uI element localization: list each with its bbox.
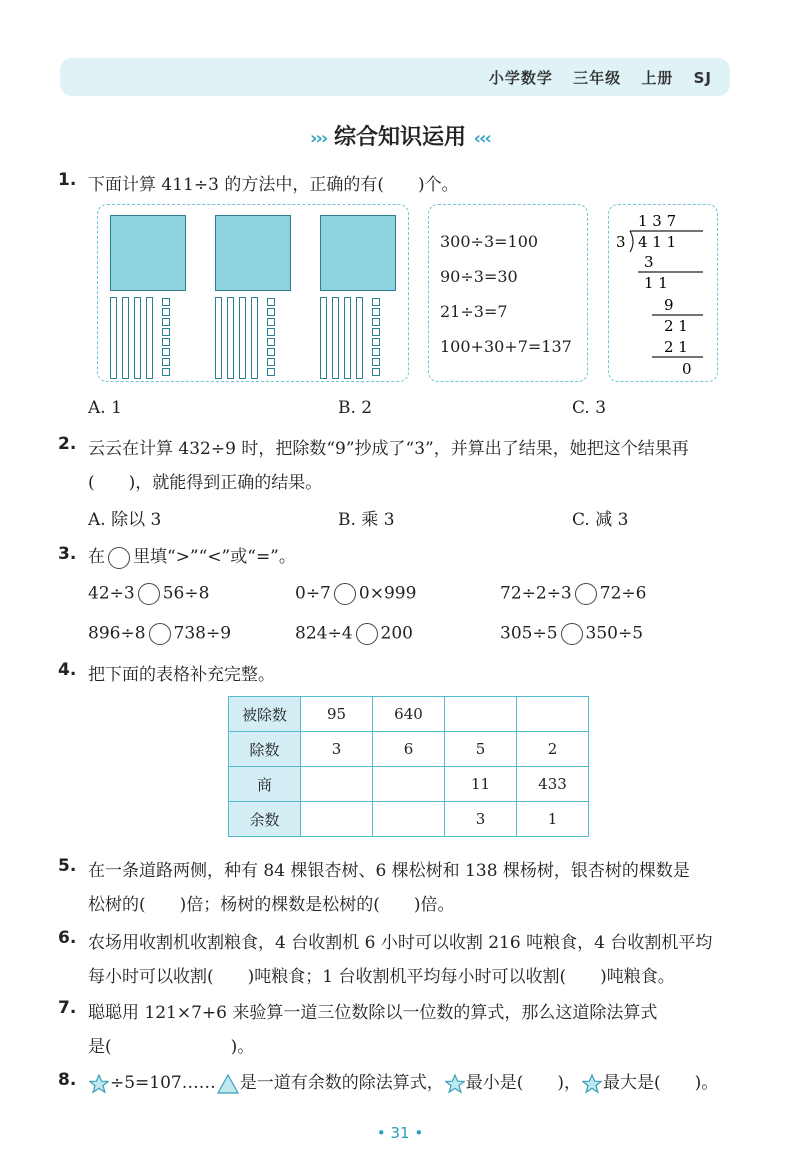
ten-rod: [227, 297, 234, 379]
table-header-cell: 余数: [229, 802, 301, 837]
table-cell: 11: [445, 767, 517, 802]
table-header-cell: 商: [229, 767, 301, 802]
q6-number: 6.: [58, 928, 77, 948]
unit-cube: [372, 348, 380, 356]
unit-cube: [372, 358, 380, 366]
method-line: 21÷3=7: [440, 302, 508, 321]
ten-rod: [320, 297, 327, 379]
compare-right: 0×999: [358, 583, 417, 604]
compare-right: 56÷8: [162, 583, 210, 604]
ten-rod: [110, 297, 117, 379]
header-bar: [60, 58, 730, 96]
compare-left: 896÷8: [88, 623, 146, 644]
q1-option-a[interactable]: A. 1: [88, 398, 122, 418]
table-row: [229, 802, 589, 837]
q8-part3: 最小是( )，: [465, 1073, 582, 1093]
page-number: [0, 1124, 800, 1142]
q1-option-c[interactable]: C. 3: [572, 398, 607, 418]
unit-cube: [162, 358, 170, 366]
q1-option-b[interactable]: B. 2: [338, 398, 373, 418]
hundred-block: [215, 215, 291, 291]
unit-cube: [372, 338, 380, 346]
header-text: [475, 67, 712, 88]
circle-icon: [108, 547, 130, 569]
arrows-left-icon: ›››: [310, 128, 327, 149]
q2-option-c[interactable]: C. 减 3: [572, 510, 629, 530]
table-cell-blank[interactable]: [373, 802, 445, 837]
unit-cube: [372, 368, 380, 376]
table-cell-blank[interactable]: [445, 697, 517, 732]
q6-line2: 每小时可以收割( )吨粮食；1 台收割机平均每小时可以收割( )吨粮食。: [88, 967, 675, 987]
unit-cube: [162, 318, 170, 326]
q7-number: 7.: [58, 998, 77, 1018]
table-cell: 95: [301, 697, 373, 732]
q7-line1: 聪聪用 121×7+6 来验算一道三位数除以一位数的算式，那么这道除法算式: [88, 1003, 658, 1023]
ten-rod: [146, 297, 153, 379]
ld-divisor: 3: [616, 233, 626, 251]
method-line: 300÷3=100: [440, 232, 539, 251]
header-volume: 上册: [641, 69, 674, 87]
q8-number: 8.: [58, 1070, 77, 1090]
compare-item: [295, 583, 416, 605]
ten-rod: [356, 297, 363, 379]
unit-cube: [267, 338, 275, 346]
ld-step: 0: [682, 360, 692, 378]
header-grade: 三年级: [573, 69, 622, 87]
ld-step: 2 1: [664, 317, 688, 335]
table-header-cell: 除数: [229, 732, 301, 767]
page-number-text: 31: [390, 1124, 410, 1142]
ten-rod: [332, 297, 339, 379]
dot-icon: •: [376, 1124, 386, 1142]
hundred-block: [110, 215, 186, 291]
compare-circle-input[interactable]: [561, 623, 583, 645]
q6-line1: 农场用收割机收割粮食，4 台收割机 6 小时可以收割 216 吨粮食，4 台收割机平均: [88, 933, 713, 953]
table-cell: 3: [445, 802, 517, 837]
dot-icon: •: [414, 1124, 424, 1142]
compare-circle-input[interactable]: [575, 583, 597, 605]
table-header-cell: 被除数: [229, 697, 301, 732]
unit-cube: [162, 368, 170, 376]
ten-rod: [344, 297, 351, 379]
compare-item: [500, 623, 643, 645]
q1-text: 下面计算 411÷3 的方法中，正确的有( )个。: [88, 175, 459, 195]
arrows-right-icon: ‹‹‹: [473, 128, 490, 149]
q5-line2: 松树的( )倍；杨树的棵数是松树的( )倍。: [88, 895, 455, 915]
unit-cube: [162, 328, 170, 336]
ld-step: 1 1: [644, 274, 668, 292]
ld-step: 9: [664, 296, 674, 314]
table-cell: 3: [301, 732, 373, 767]
ten-rod: [251, 297, 258, 379]
compare-circle-input[interactable]: [356, 623, 378, 645]
table-cell: 640: [373, 697, 445, 732]
triangle-icon: [217, 1074, 239, 1094]
header-edition: SJ: [693, 69, 712, 87]
unit-cube: [267, 328, 275, 336]
unit-cube: [372, 298, 380, 306]
hundred-block: [320, 215, 396, 291]
table-cell: 5: [445, 732, 517, 767]
q4-number: 4.: [58, 660, 77, 680]
compare-left: 42÷3: [88, 583, 135, 604]
unit-cube: [162, 308, 170, 316]
compare-right: 72÷6: [599, 583, 647, 604]
table-cell: 6: [373, 732, 445, 767]
q2-option-b[interactable]: B. 乘 3: [338, 510, 395, 530]
q7-line2: 是( )。: [88, 1037, 255, 1057]
table-cell-blank[interactable]: [373, 767, 445, 802]
q8-part1: ÷5=107……: [110, 1073, 216, 1093]
q2-option-a[interactable]: A. 除以 3: [88, 510, 162, 530]
q8-text: [88, 1068, 718, 1094]
ld-dividend: 4 1 1: [638, 233, 677, 251]
compare-right: 350÷5: [585, 623, 644, 644]
unit-cube: [267, 308, 275, 316]
long-division: [608, 204, 718, 382]
method-line: 100+30+7=137: [440, 337, 572, 356]
q3-number: 3.: [58, 544, 77, 564]
compare-item: [500, 583, 646, 605]
compare-circle-input[interactable]: [149, 623, 171, 645]
compare-item: [88, 623, 231, 645]
q2-line2: ( )，就能得到正确的结果。: [88, 473, 323, 493]
compare-item: [88, 583, 209, 605]
q3-text-b: 里填“>”“<”或“=”。: [133, 547, 296, 567]
division-table: [228, 696, 589, 837]
unit-cube: [267, 368, 275, 376]
q5-line1: 在一条道路两侧，种有 84 棵银杏树、6 棵松树和 138 棵杨树，银杏树的棵数是: [88, 861, 690, 881]
star-icon: [445, 1074, 465, 1094]
section-title: [0, 120, 800, 151]
table-cell: 1: [517, 802, 589, 837]
star-icon: [89, 1074, 109, 1094]
ld-step: 2 1: [664, 338, 688, 356]
unit-cube: [162, 338, 170, 346]
ten-rod: [215, 297, 222, 379]
unit-cube: [267, 318, 275, 326]
compare-left: 824÷4: [295, 623, 353, 644]
compare-left: 72÷2÷3: [500, 583, 572, 604]
compare-item: [295, 623, 413, 645]
compare-right: 738÷9: [173, 623, 232, 644]
q8-part2: 是一道有余数的除法算式，: [239, 1073, 444, 1093]
table-row: [229, 732, 589, 767]
table-cell: 433: [517, 767, 589, 802]
ten-rod: [239, 297, 246, 379]
star-icon: [582, 1074, 602, 1094]
table-cell: 2: [517, 732, 589, 767]
unit-cube: [267, 348, 275, 356]
compare-left: 0÷7: [295, 583, 331, 604]
unit-cube: [162, 298, 170, 306]
q2-line1: 云云在计算 432÷9 时，把除数“9”抄成了“3”，并算出了结果，她把这个结果再: [88, 439, 689, 459]
table-cell-blank[interactable]: [301, 767, 373, 802]
compare-circle-input[interactable]: [138, 583, 160, 605]
q1-number: 1.: [58, 170, 77, 190]
q3-text: [88, 542, 296, 569]
ten-rod: [122, 297, 129, 379]
table-cell-blank[interactable]: [517, 697, 589, 732]
ld-step: 3: [644, 253, 654, 271]
q8-part4: 最大是( )。: [603, 1073, 719, 1093]
ten-rod: [134, 297, 141, 379]
q5-number: 5.: [58, 856, 77, 876]
compare-right: 200: [380, 623, 413, 644]
unit-cube: [162, 348, 170, 356]
unit-cube: [372, 328, 380, 336]
unit-cube: [372, 318, 380, 326]
header-subject: 小学数学: [488, 69, 553, 87]
compare-circle-input[interactable]: [334, 583, 356, 605]
q2-number: 2.: [58, 434, 77, 454]
compare-left: 305÷5: [500, 623, 558, 644]
ld-quotient: 1 3 7: [638, 212, 677, 230]
q4-text: 把下面的表格补充完整。: [88, 665, 275, 685]
unit-cube: [372, 308, 380, 316]
unit-cube: [267, 358, 275, 366]
table-row: [229, 697, 589, 732]
unit-cube: [267, 298, 275, 306]
method-line: 90÷3=30: [440, 267, 518, 286]
section-title-text: 综合知识运用: [333, 125, 466, 150]
q3-text-a: 在: [88, 547, 105, 567]
table-cell-blank[interactable]: [301, 802, 373, 837]
table-row: [229, 767, 589, 802]
